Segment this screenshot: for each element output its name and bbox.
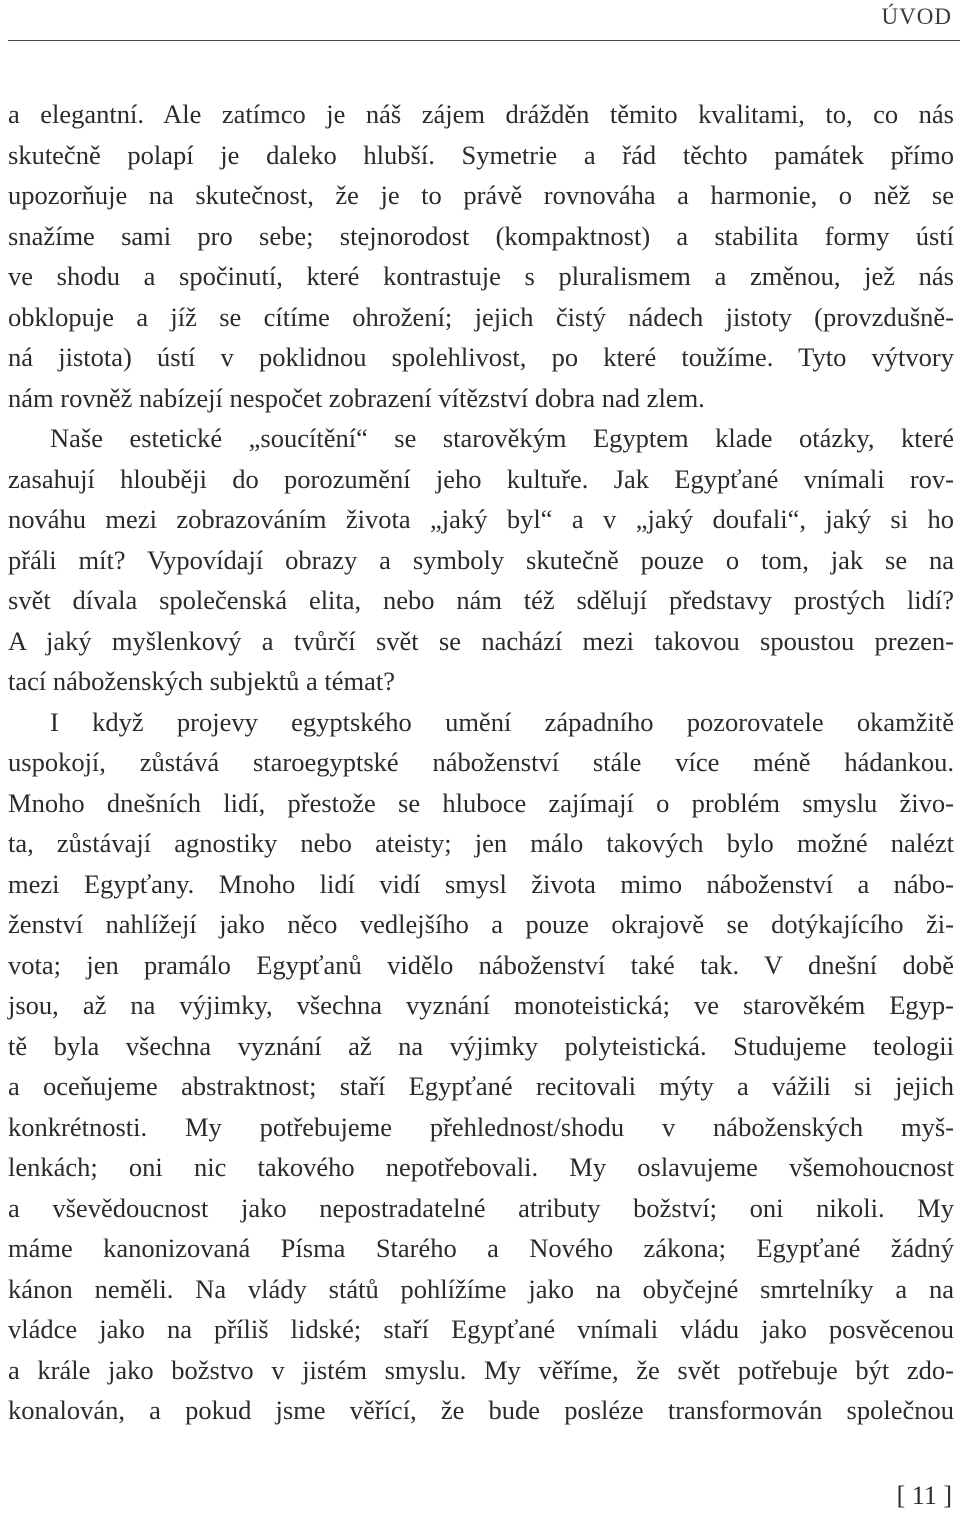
text-line: tě byla všechna vyznání až na výjimky polyteistická. Studujeme teologii	[8, 1030, 954, 1061]
text-line: ve shodu a spočinutí, které kontrastuje s pluralismem a změnou, jež nás	[8, 261, 954, 291]
text-line: uspokojí, zůstává staroegyptské náboženství stále více méně hádankou.	[8, 747, 954, 777]
text-line: a vševědoucnost jako nepostradatelné atributy božství; oni nikoli. My	[8, 1192, 954, 1223]
paragraph	[8, 702, 954, 1431]
text-line: snažíme sami pro sebe; stejnorodost (kompaktnost) a stabilita formy ústí	[8, 220, 954, 251]
text-line: a elegantní. Ale zatímco je náš zájem drážděn těmito kvalitami, to, co nás	[8, 99, 954, 129]
text-line: Naše estetické „soucítění“ se starověkým Egyptem klade otázky, které	[50, 423, 954, 453]
text-line: a krále jako božstvo v jistém smyslu. My věříme, že svět potřebuje být zdo-	[8, 1354, 954, 1385]
text-line: tací náboženských subjektů a témat?	[8, 666, 396, 696]
text-line: upozorňuje na skutečnost, že je to právě rovnováha a harmonie, o něž se	[8, 180, 954, 210]
text-line: vládce jako na příliš lidské; staří Egypťané vnímali vládu jako posvěcenou	[8, 1314, 954, 1344]
text-line: nováhu mezi zobrazováním života „jaký byl“ a v „jaký doufali“, jaký si ho	[8, 504, 954, 534]
page-number: [ 11 ]	[896, 1481, 952, 1510]
text-line: konalován, a pokud jsme věřící, že bude posléze transformován společnou	[8, 1395, 954, 1425]
paragraph	[8, 94, 954, 418]
text-line: a oceňujeme abstraktnost; staří Egypťané recitovali mýty a vážili si jejich	[8, 1071, 954, 1101]
text-line: vota; jen pramálo Egypťanů vidělo náboženství také tak. V dnešní době	[8, 949, 954, 980]
text-line: máme kanonizovaná Písma Starého a Nového zákona; Egypťané žádný	[8, 1233, 954, 1263]
running-head: ÚVOD	[881, 4, 952, 29]
text-line: přáli mít? Vypovídají obrazy a symboly skutečně pouze o tom, jak se na	[8, 544, 954, 575]
text-line: konkrétnosti. My potřebujeme přehlednost/shodu v náboženských myš-	[8, 1111, 954, 1142]
text-line: ženství nahlížejí jako něco vedlejšího a pouze okrajově se dotýkajícího ži-	[8, 909, 954, 939]
text-line: jsou, až na výjimky, všechna vyznání monoteistická; ve starověkém Egyp-	[8, 990, 954, 1020]
text-line: lenkách; oni nic takového nepotřebovali. My oslavujeme všemohoucnost	[8, 1152, 954, 1182]
text-line: I když projevy egyptského umění západního pozorovatele okamžitě	[50, 706, 954, 737]
body-text	[8, 94, 954, 1431]
text-line: skutečně polapí je daleko hlubší. Symetrie a řád těchto památek přímo	[8, 139, 954, 170]
text-line: zasahují hlouběji do porozumění jeho kultuře. Jak Egypťané vnímali rov-	[8, 463, 954, 494]
header-rule	[8, 40, 960, 41]
text-line: svět dívala společenská elita, nebo nám též sdělují představy prostých lidí?	[8, 585, 954, 615]
text-line: A jaký myšlenkový a tvůrčí svět se nachází mezi takovou spoustou prezen-	[8, 625, 954, 656]
text-line: obklopuje a jíž se cítíme ohrožení; jejich čistý nádech jistoty (provzdušně-	[8, 301, 954, 332]
text-line: Mnoho dnešních lidí, přestože se hluboce zajímají o problém smyslu živo-	[8, 787, 954, 818]
text-line: mezi Egypťany. Mnoho lidí vidí smysl života mimo náboženství a nábo-	[8, 868, 954, 899]
text-line: nám rovněž nabízejí nespočet zobrazení vítězství dobra nad zlem.	[8, 382, 705, 413]
text-line: ta, zůstávají agnostiky nebo ateisty; jen málo takových bylo možné nalézt	[8, 828, 954, 858]
text-line: kánon neměli. Na vlády států pohlížíme jako na obyčejné smrtelníky a na	[8, 1273, 954, 1304]
text-line: ná jistota) ústí v poklidnou spolehlivost, po které toužíme. Tyto výtvory	[8, 342, 954, 372]
paragraph	[8, 418, 954, 702]
